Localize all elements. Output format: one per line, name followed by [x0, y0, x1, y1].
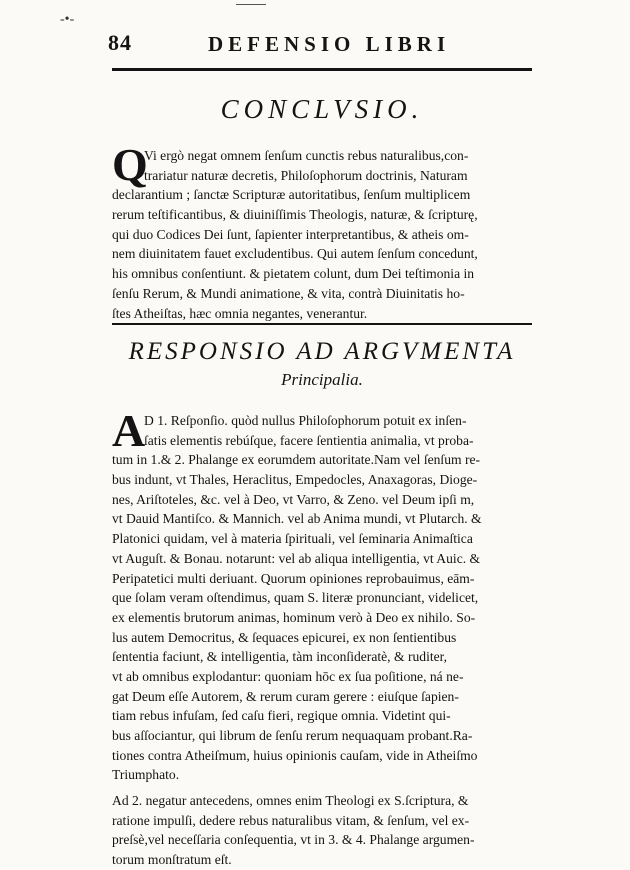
text-line: ex elementis brutorum animas, hominum verò à Deo ex nihilo. So-	[112, 609, 476, 625]
text-line: ſententia faciunt, & intelligentia, tàm inconſideratè, & ruditer,	[112, 649, 448, 665]
text-line: bus indunt, vt Thales, Heraclitus, Empedocles, Anaxagoras, Dioge-	[112, 472, 478, 488]
text-line: Platonici quidam, vel à materia ſpirituali, vel ſeminaria Animaſtica	[112, 531, 473, 547]
text-line: his omnibus conſentiunt. & pietatem colunt, dum Dei teſtimonia in	[112, 266, 475, 282]
text-line: declarantium ; ſanctæ Scripturæ autoritatibus, ſenſum multiplicem	[112, 187, 471, 203]
text-line: ſtes Atheiſtas, hæc omnia negantes, venerantur.	[112, 305, 368, 321]
conclusio-title: CONCLVSIO.	[220, 94, 424, 124]
text-line: D 1. Reſponſio. quòd nullus Philoſophorum potuit ex inſen-	[144, 413, 467, 428]
text-line: vt ab omnibus explodantur: quoniam hōc ex ſua poſitione, ná ne-	[112, 668, 464, 684]
text-line: Vi ergò negat omnem ſenſum cunctis rebus naturalibus,con-	[144, 148, 469, 163]
header-rule	[112, 68, 532, 71]
text-line: ſatis elementis rebúſque, facere ſentientia animalia, vt proba-	[144, 432, 474, 448]
text-line: nem diuinitatem fauet excludentibus. Qui autem ſenſum concedunt,	[112, 246, 478, 262]
responsio-paragraph-2	[112, 791, 542, 870]
text-line: Ad 2. negatur antecedens, omnes enim Theologi ex S.ſcriptura, &	[112, 793, 469, 808]
text-line: vt Auguſt. & Bonau. notarunt: vel ab aliqua intelligentia, vt Auic. &	[112, 550, 481, 566]
text-line: preſsè,vel neceſſaria conſequentia, vt in 3. & 4. Phalange argumen-	[112, 832, 475, 848]
text-line: lus autem Democritus, & ſequaces epicurei, ex non ſentientibus	[112, 629, 457, 645]
text-line: Triumphato.	[112, 767, 180, 783]
running-head	[108, 28, 548, 60]
running-title: DEFENSIO LIBRI	[208, 32, 451, 56]
text-line: ſenſu Rerum, & Mundi animatione, & vita, contrà Diuinitatis ho-	[112, 285, 465, 301]
conclusio-paragraph	[112, 146, 542, 323]
text-line: gat Deum eſſe Autorem, & rerum curam gerere : eiuſque ſapien-	[112, 688, 459, 704]
text-line: ratione impulſi, dedere rebus naturalibus vitam, & ſenſum, vel ex-	[112, 812, 470, 828]
text-line: bus aſſociantur, qui librum de ſenſu rerum nequaquam probant.Ra-	[112, 728, 473, 743]
responsio-subtitle: Principalia.	[281, 370, 363, 389]
text-line: tiam rebus infuſam, ſed caſu fieri, regique omnia. Videtint qui-	[112, 708, 451, 724]
responsio-paragraph-1	[112, 411, 542, 785]
text-line: vt Dauid Mantiſco. & Mannich. vel ab Anima mundi, vt Plutarch. &	[112, 511, 482, 527]
text-line: Peripatetici multi deriuant. Quorum opiniones reprobauimus, eām-	[112, 570, 475, 586]
text-line: nes, Ariſtoteles, &c. vel à Deo, vt Varro, & Zeno. vel Deum ipſi m,	[112, 491, 475, 507]
text-line: tum in 1.& 2. Phalange ex eorumdem autoritate.Nam vel ſenſum re-	[112, 452, 481, 468]
responsio-dropcap: A	[112, 405, 146, 456]
text-line: qui duo Codices Dei ſunt, ſapienter interpretantibus, & atheis om-	[112, 226, 469, 242]
text-line: que ſolam veram oſtendimus, quam S. literæ pronunciant, videlicet,	[112, 590, 479, 606]
page-number: 84	[108, 30, 132, 55]
text-line: trariatur naturæ decretis, Philoſophorum doctrinis, Naturam	[144, 167, 468, 183]
section-rule	[112, 323, 532, 325]
margin-mark: -•-	[60, 12, 75, 27]
margin-stroke	[236, 4, 266, 5]
text-line: tiones contra Atheiſmum, huius opinionis cauſam, vide in Atheiſmo	[112, 747, 478, 763]
text-line: rerum teſtificantibus, & diuiniſſimis Theologis, naturæ, & ſcripturę,	[112, 207, 478, 223]
responsio-title: RESPONSIO AD ARGVMENTA	[128, 338, 516, 365]
text-line: torum monſtratum eſt.	[112, 852, 232, 868]
conclusio-dropcap: Q	[112, 139, 148, 190]
